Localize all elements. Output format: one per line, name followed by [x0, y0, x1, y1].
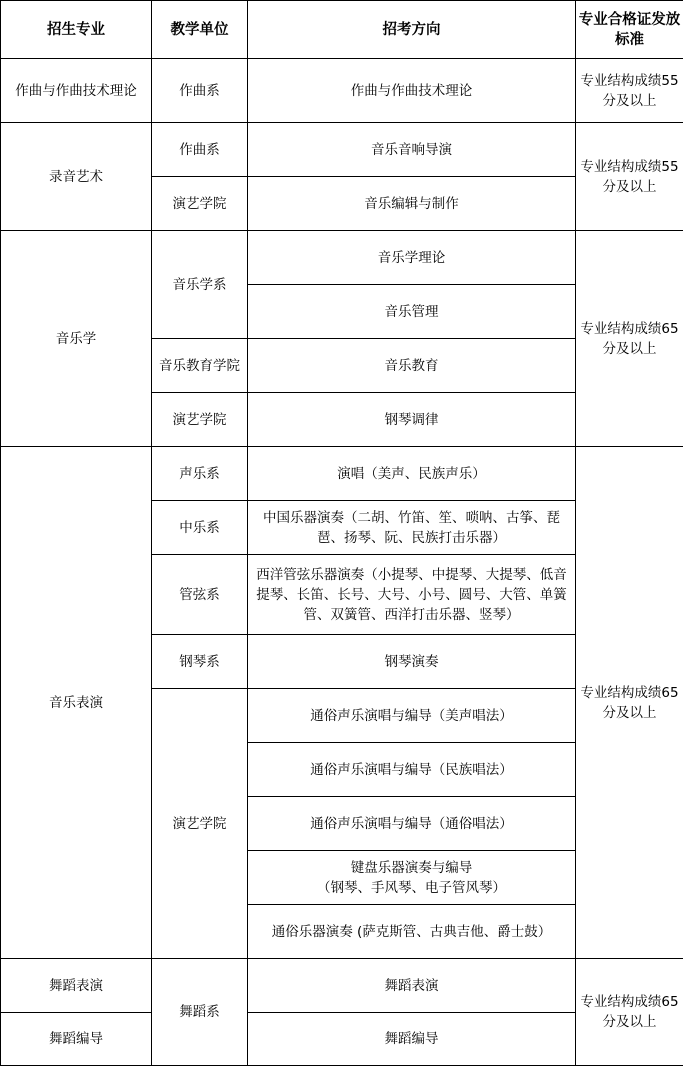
- direction-cell: 西洋管弦乐器演奏（小提琴、中提琴、大提琴、低音提琴、长笛、长号、大号、小号、圆号、大管、单簧管、双簧管、西洋打击乐器、竖琴）: [248, 555, 576, 635]
- direction-cell: 音乐音响导演: [248, 123, 576, 177]
- unit-cell: 作曲系: [152, 59, 248, 123]
- direction-cell: [248, 851, 576, 905]
- direction-cell: 通俗声乐演唱与编导（通俗唱法）: [248, 797, 576, 851]
- direction-cell: 音乐编辑与制作: [248, 177, 576, 231]
- direction-cell: 通俗声乐演唱与编导（美声唱法）: [248, 689, 576, 743]
- unit-cell: 音乐教育学院: [152, 339, 248, 393]
- direction-cell: 演唱（美声、民族声乐）: [248, 447, 576, 501]
- direction-cell: 通俗声乐演唱与编导（民族唱法）: [248, 743, 576, 797]
- major-cell: 舞蹈编导: [1, 1013, 152, 1066]
- direction-cell: 舞蹈编导: [248, 1013, 576, 1066]
- table-row: [1, 59, 683, 123]
- major-cell: 录音艺术: [1, 123, 152, 231]
- unit-cell: 演艺学院: [152, 393, 248, 447]
- header-unit: 教学单位: [152, 1, 248, 59]
- direction-cell: 音乐管理: [248, 285, 576, 339]
- unit-cell: 舞蹈系: [152, 959, 248, 1066]
- table-row: [1, 123, 683, 177]
- major-cell: 音乐学: [1, 231, 152, 447]
- unit-cell: 声乐系: [152, 447, 248, 501]
- direction-cell: 作曲与作曲技术理论: [248, 59, 576, 123]
- direction-cell: 中国乐器演奏（二胡、竹笛、笙、唢呐、古筝、琵琶、扬琴、阮、民族打击乐器）: [248, 501, 576, 555]
- standard-cell: 专业结构成绩65分及以上: [576, 447, 683, 959]
- major-cell: 作曲与作曲技术理论: [1, 59, 152, 123]
- direction-cell: 通俗乐器演奏 (萨克斯管、古典吉他、爵士鼓）: [248, 905, 576, 959]
- standard-cell: 专业结构成绩65分及以上: [576, 231, 683, 447]
- header-major: 招生专业: [1, 1, 152, 59]
- unit-cell: 管弦系: [152, 555, 248, 635]
- unit-cell: 作曲系: [152, 123, 248, 177]
- unit-cell: 演艺学院: [152, 177, 248, 231]
- standard-cell: 专业结构成绩55分及以上: [576, 59, 683, 123]
- unit-cell: 音乐学系: [152, 231, 248, 339]
- direction-line: 键盘乐器演奏与编导: [350, 859, 473, 876]
- table-row: [1, 447, 683, 501]
- direction-cell: 钢琴演奏: [248, 635, 576, 689]
- direction-cell: 舞蹈表演: [248, 959, 576, 1013]
- table-row: [1, 231, 683, 285]
- standard-cell: 专业结构成绩55分及以上: [576, 123, 683, 231]
- direction-line: （钢琴、手风琴、电子管风琴）: [317, 879, 506, 896]
- unit-cell: 钢琴系: [152, 635, 248, 689]
- header-standard: 专业合格证发放标准: [576, 1, 683, 59]
- major-cell: 舞蹈表演: [1, 959, 152, 1013]
- direction-cell: 钢琴调律: [248, 393, 576, 447]
- unit-cell: 演艺学院: [152, 689, 248, 959]
- standard-cell: 专业结构成绩65分及以上: [576, 959, 683, 1066]
- header-direction: 招考方向: [248, 1, 576, 59]
- direction-cell: 音乐教育: [248, 339, 576, 393]
- table-row: [1, 959, 683, 1013]
- unit-cell: 中乐系: [152, 501, 248, 555]
- direction-cell: 音乐学理论: [248, 231, 576, 285]
- major-cell: 音乐表演: [1, 447, 152, 959]
- header-row: [1, 1, 683, 59]
